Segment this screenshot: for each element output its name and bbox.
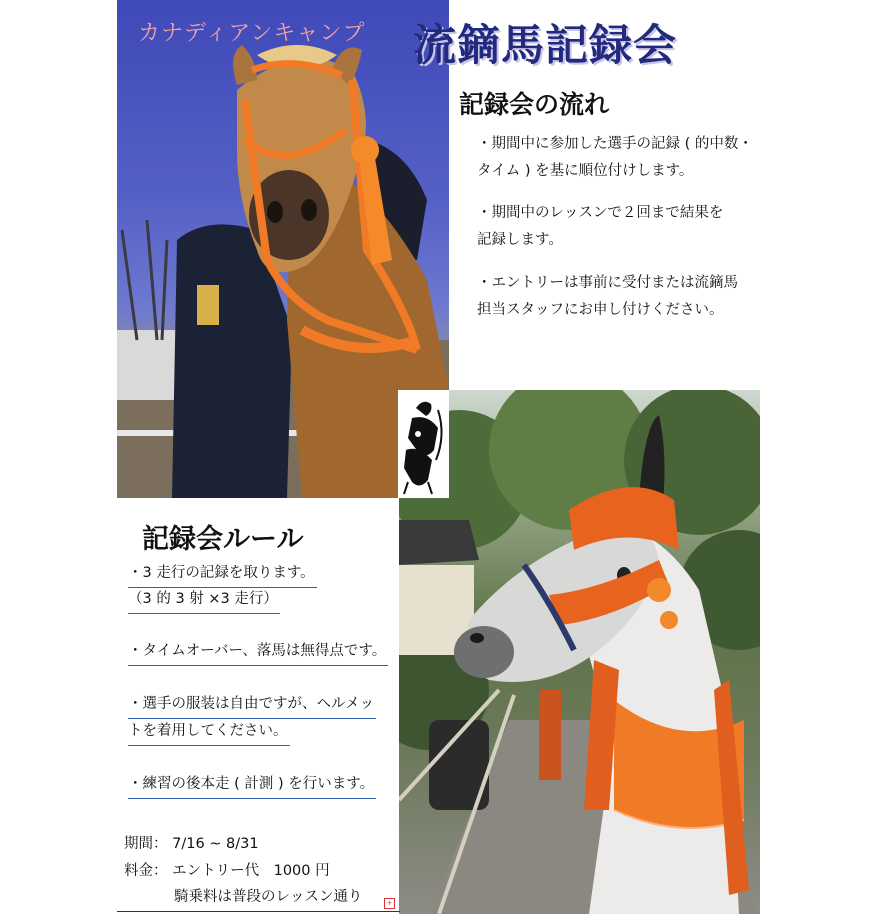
page-title: 流鏑馬記録会 xyxy=(413,21,677,71)
rule-item: ・練習の後本走 ( 計測 ) を行います。 xyxy=(128,770,376,799)
flow-item-line: 記録します。 xyxy=(477,232,563,248)
horse-photo-bottom-drawing xyxy=(399,390,760,914)
flow-item xyxy=(477,200,723,254)
rule-item: ・3 走行の記録を取ります。 xyxy=(128,559,317,588)
rule-item: ・選手の服装は自由ですが、ヘルメッ xyxy=(128,690,376,719)
rule-item: （3 的 3 射 ×3 走行） xyxy=(128,585,280,614)
brand-name: カナディアンキャンプ xyxy=(138,21,366,46)
flow-item-line: ・期間中のレッスンで２回まで結果を xyxy=(477,205,724,221)
bottom-divider xyxy=(117,911,400,912)
period-text: 期間： 7/16 ~ 8/31 xyxy=(124,836,259,852)
rule-item: ・タイムオーバー、落馬は無得点です。 xyxy=(128,637,388,666)
flow-item-line: タイム ) を基に順位付けします。 xyxy=(477,163,694,179)
horse-photo-bottom xyxy=(399,390,760,914)
fee-text: 料金： エントリー代 1000 円 xyxy=(124,863,330,879)
flow-heading: 記録会の流れ xyxy=(459,90,610,119)
flow-item-line: ・期間中に参加した選手の記録 ( 的中数・ xyxy=(477,136,753,152)
flow-item xyxy=(477,131,753,185)
archer-logo-drawing xyxy=(398,390,449,498)
archer-logo-icon xyxy=(398,390,449,498)
flow-item-line: ・エントリーは事前に受付または流鏑馬 xyxy=(477,275,738,291)
flow-item xyxy=(477,270,738,324)
flow-item-line: 担当スタッフにお申し付けください。 xyxy=(477,302,724,318)
rule-item: トを着用してください。 xyxy=(128,717,290,746)
fee-note-text: 騎乗料は普段のレッスン通り xyxy=(174,889,363,905)
rules-heading: 記録会ルール xyxy=(142,524,304,555)
plus-box-icon: + xyxy=(384,898,395,909)
